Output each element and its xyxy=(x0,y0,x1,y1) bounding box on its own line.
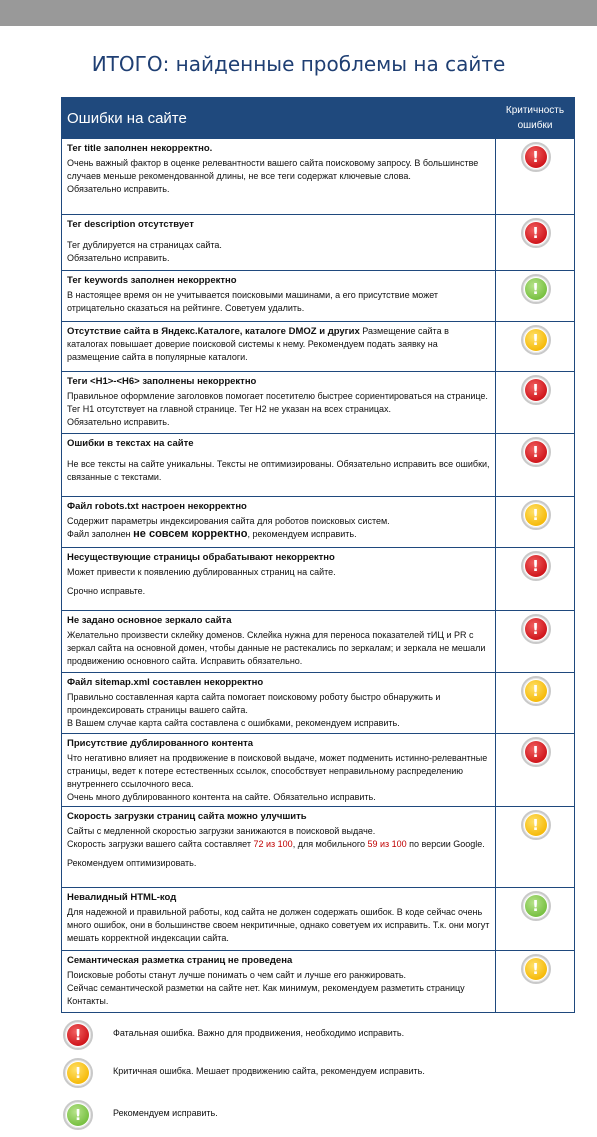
top-bar xyxy=(0,0,597,26)
issue-cell xyxy=(62,434,496,497)
issue-text: Поисковые роботы станут лучше понимать о чем сайт и лучше его ранжировать. xyxy=(67,970,407,980)
issue-title: Семантическая разметка страниц не проведена xyxy=(67,955,293,966)
legend-fatal xyxy=(63,1020,563,1050)
speed-mobile: 59 из 100 xyxy=(367,839,407,849)
issue-text: Сайты с медленной скоростью загрузки занижаются в поисковой выдаче. xyxy=(67,826,376,836)
severity-cell xyxy=(496,271,575,322)
yellow-alert-icon: ! xyxy=(63,1058,93,1088)
issue-text: В Вашем случае карта сайта составлена с ошибками, рекомендуем исправить. xyxy=(67,718,400,728)
issue-text: Очень много дублированного контента на сайте. Обязательно исправить. xyxy=(67,792,376,802)
red-alert-icon: ! xyxy=(521,551,551,581)
issue-text: Очень важный фактор в оценке релевантности вашего сайта поисковому запросу. В большинстве случаев меньше рекомендованной длины, не все теги содержат ключевые слова. xyxy=(67,158,479,181)
table-row xyxy=(62,734,575,807)
issue-text: Желательно произвести склейку доменов. Склейка нужна для переноса показателей тИЦ и PR с зеркал сайта на основной домен, чтобы данные не растекались по зеркалам; и зеркала не мешали продвижению основного сайта. Исправить обязательно. xyxy=(67,630,486,666)
issue-cell xyxy=(62,215,496,271)
yellow-alert-icon: ! xyxy=(521,810,551,840)
issue-text: Обязательно исправить. xyxy=(67,184,170,194)
red-alert-icon: ! xyxy=(521,437,551,467)
issue-title: Тег title заполнен некорректно. xyxy=(67,143,213,154)
severity-cell xyxy=(496,322,575,372)
header-severity xyxy=(496,98,575,139)
issue-title: Скорость загрузки страниц сайта можно улучшить xyxy=(67,811,307,822)
issue-title: Не задано основное зеркало сайта xyxy=(67,615,232,626)
legend-fatal-text: Фатальная ошибка. Важно для продвижения, необходимо исправить. xyxy=(113,1028,405,1038)
red-alert-icon: ! xyxy=(521,142,551,172)
issue-text: Размещение сайта в каталогах повышает доверие поисковой системы к нему. Рекомендуем подать заявку на размещение сайта в популярные каталоги. xyxy=(67,326,449,362)
issue-cell xyxy=(62,951,496,1013)
severity-cell xyxy=(496,807,575,888)
issue-title: Ошибки в текстах на сайте xyxy=(67,438,194,449)
yellow-alert-icon: ! xyxy=(521,325,551,355)
issue-title: Теги <H1>-<H6> заполнены некорректно xyxy=(67,376,257,387)
severity-cell xyxy=(496,139,575,215)
issue-text: Обязательно исправить. xyxy=(67,253,170,263)
issue-cell xyxy=(62,611,496,673)
issue-text: Для надежной и правильной работы, код сайта не должен содержать ошибок. В коде сейчас очень много ошибок, они в большинстве своем некритичные, однако советуем их исправить. Т.к. они могут мешать корректной индексации сайта. xyxy=(67,907,490,943)
table-row xyxy=(62,673,575,734)
issue-text: Правильное оформление заголовков помогает посетителю быстрее сориентироваться на странице. Тег H1 отсутствует на главной странице. Тег H2 не указан на всех страницах. xyxy=(67,391,488,414)
issue-text: Сейчас семантической разметки на сайте нет. Как минимум, рекомендуем разметить страницу Контакты. xyxy=(67,983,465,1006)
issue-title: Присутствие дублированного контента xyxy=(67,738,254,749)
issue-text: Рекомендуем оптимизировать. xyxy=(67,858,197,868)
red-alert-icon: ! xyxy=(521,737,551,767)
issue-title: Файл robots.txt настроен некорректно xyxy=(67,501,247,512)
issue-cell xyxy=(62,322,496,372)
issue-text: Тег дублируется на страницах сайта. xyxy=(67,240,222,250)
severity-cell xyxy=(496,951,575,1013)
yellow-alert-icon: ! xyxy=(521,676,551,706)
speed-desktop: 72 из 100 xyxy=(253,839,293,849)
issue-cell xyxy=(62,372,496,434)
yellow-alert-icon: ! xyxy=(521,500,551,530)
issue-text: Что негативно влияет на продвижение в поисковой выдаче, может подменить истинно-релевантные страницы, ведет к потере естественных ссылок, способствует неправильному распределению внутреннего ссылочного веса. xyxy=(67,753,488,789)
issue-text: Может привести к появлению дублированных страниц на сайте. xyxy=(67,567,336,577)
issue-title: Невалидный HTML-код xyxy=(67,892,177,903)
table-row xyxy=(62,951,575,1013)
issue-text: В настоящее время он не учитывается поисковыми машинами, а его присутствие может отрицательно сказаться на рейтинге. Советуем удалить. xyxy=(67,290,439,313)
issue-cell xyxy=(62,807,496,888)
severity-cell xyxy=(496,888,575,951)
issue-cell xyxy=(62,548,496,611)
red-alert-icon: ! xyxy=(521,375,551,405)
table-header-row xyxy=(62,98,575,139)
table-row xyxy=(62,548,575,611)
issue-text: Правильно составленная карта сайта помогает поисковому роботу быстро обнаружить и проиндексировать страницы вашего сайта. xyxy=(67,692,441,715)
issue-text: Содержит параметры индексирования сайта для роботов поисковых систем. xyxy=(67,516,390,526)
table-row xyxy=(62,434,575,497)
page-title: ИТОГО: найденные проблемы на сайте xyxy=(91,52,506,76)
issue-title: Отсутствие сайта в Яндекс.Каталоге, каталоге DMOZ и других xyxy=(67,326,360,337)
severity-cell xyxy=(496,548,575,611)
severity-cell xyxy=(496,372,575,434)
yellow-alert-icon: ! xyxy=(521,954,551,984)
issue-text: Срочно исправьте. xyxy=(67,586,146,596)
issue-text: Не все тексты на сайте уникальны. Тексты не оптимизированы. Обязательно исправить все ошибки, связанные с текстами. xyxy=(67,459,490,482)
issue-cell xyxy=(62,673,496,734)
issue-cell xyxy=(62,139,496,215)
green-alert-icon: ! xyxy=(521,891,551,921)
severity-cell xyxy=(496,611,575,673)
green-alert-icon: ! xyxy=(521,274,551,304)
severity-cell xyxy=(496,673,575,734)
issue-title: Файл sitemap.xml составлен некорректно xyxy=(67,677,264,688)
red-alert-icon: ! xyxy=(521,614,551,644)
issue-title: Несуществующие страницы обрабатывают некорректно xyxy=(67,552,335,563)
table-row xyxy=(62,807,575,888)
issue-text: Файл заполнен не совсем корректно, рекомендуем исправить. xyxy=(67,528,357,540)
header-errors: Ошибки на сайте xyxy=(62,98,496,139)
table-row xyxy=(62,322,575,372)
issue-cell xyxy=(62,497,496,548)
legend-recommend xyxy=(63,1100,563,1130)
red-alert-icon: ! xyxy=(521,218,551,248)
header-severity-line2: ошибки xyxy=(517,120,553,131)
green-alert-icon: ! xyxy=(63,1100,93,1130)
severity-cell xyxy=(496,434,575,497)
issues-table xyxy=(61,97,575,1013)
table-row xyxy=(62,139,575,215)
severity-cell xyxy=(496,497,575,548)
issue-text: Скорость загрузки вашего сайта составляет 72 из 100, для мобильного 59 из 100 по версии Google. xyxy=(67,839,485,849)
issue-cell xyxy=(62,271,496,322)
table-row xyxy=(62,611,575,673)
table-row xyxy=(62,497,575,548)
header-severity-line1: Критичность xyxy=(505,105,565,116)
legend-critical-text: Критичная ошибка. Мешает продвижению сайта, рекомендуем исправить. xyxy=(113,1066,425,1076)
table-row xyxy=(62,372,575,434)
issue-cell xyxy=(62,888,496,951)
legend-recommend-text: Рекомендуем исправить. xyxy=(113,1108,218,1118)
severity-cell xyxy=(496,215,575,271)
table-row xyxy=(62,215,575,271)
table-row xyxy=(62,888,575,951)
issue-text: Обязательно исправить. xyxy=(67,417,170,427)
red-alert-icon: ! xyxy=(63,1020,93,1050)
issue-cell xyxy=(62,734,496,807)
issue-title: Тег keywords заполнен некорректно xyxy=(67,275,237,286)
legend-critical xyxy=(63,1058,563,1088)
table-row xyxy=(62,271,575,322)
issue-title: Тег description отсутствует xyxy=(67,219,194,230)
severity-cell xyxy=(496,734,575,807)
